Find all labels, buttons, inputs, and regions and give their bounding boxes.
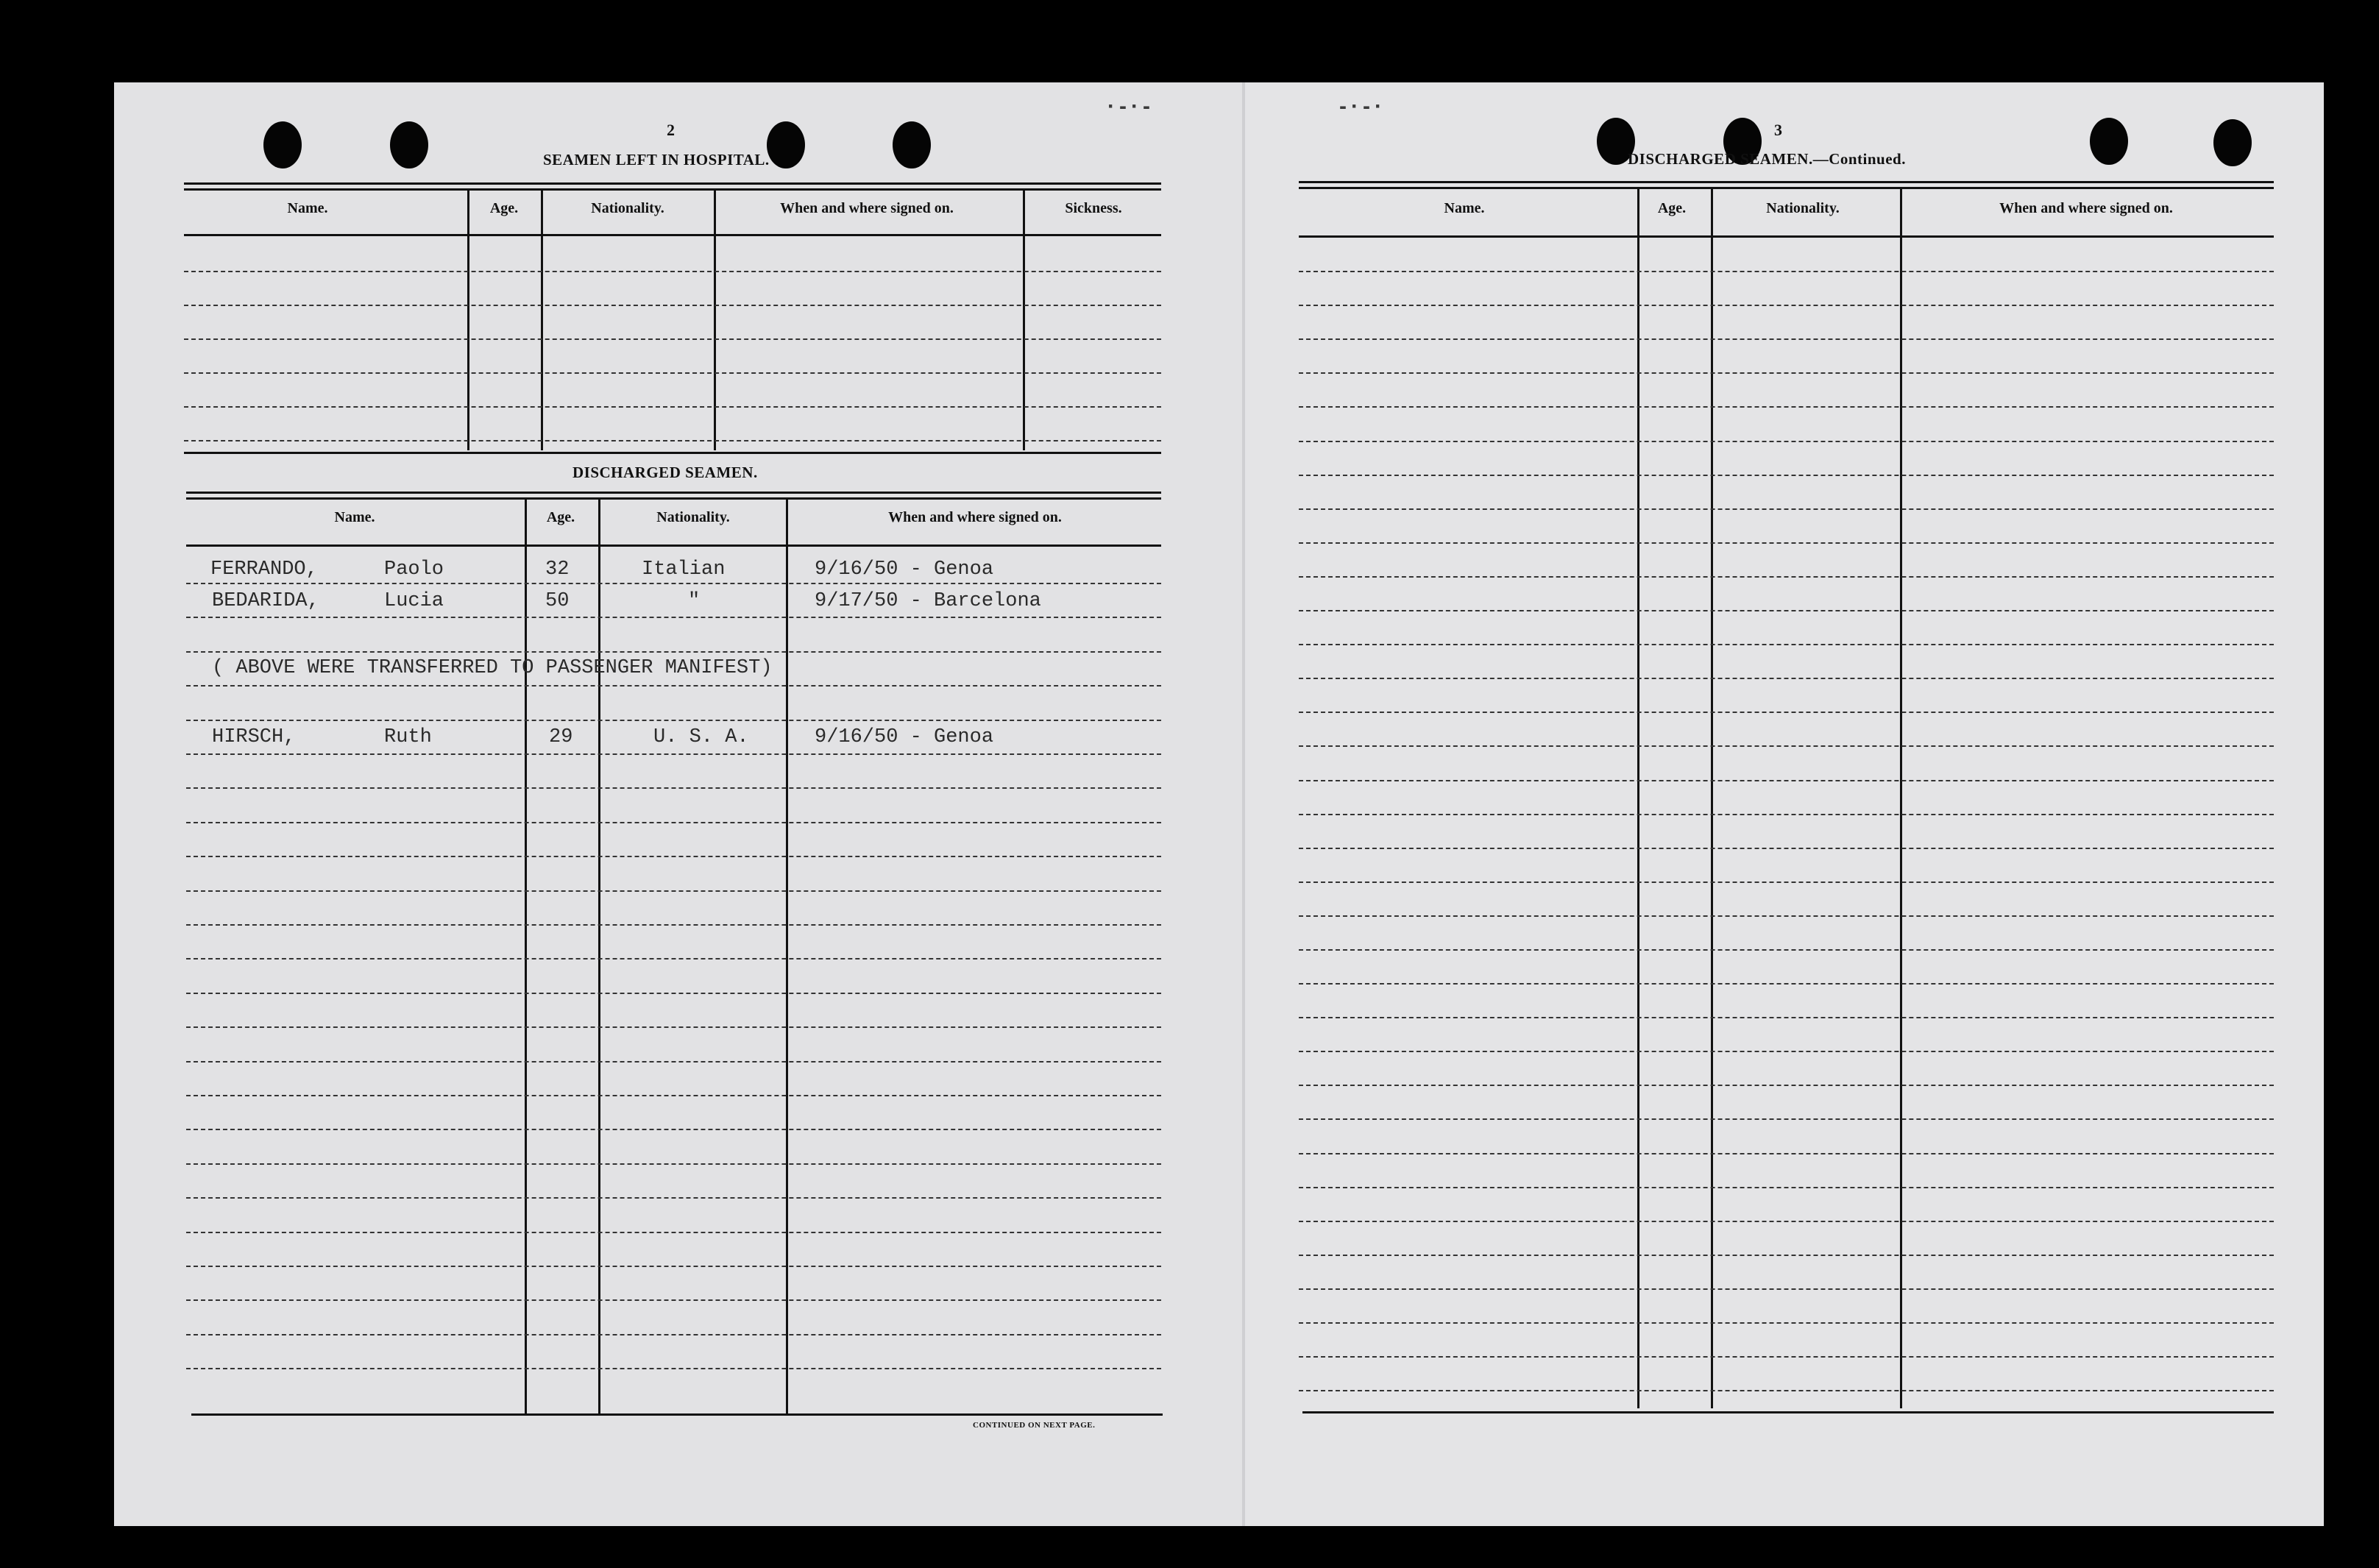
punch-hole [2213,119,2252,166]
entry-given-name: Ruth [384,726,432,748]
ruled-line [186,1163,1161,1165]
entry-nationality: " [688,590,701,612]
ruled-line [1299,1390,2274,1391]
ruled-line [1299,271,2274,272]
column-divider [598,497,600,1413]
ruled-line [186,1095,1161,1096]
ruled-line [1299,1187,2274,1188]
ruled-line [186,890,1161,892]
continued-footer: CONTINUED ON NEXT PAGE. [973,1421,1096,1430]
ruled-line [186,720,1161,721]
rule [184,452,1161,454]
ruled-line [1299,881,2274,883]
column-divider [786,497,788,1413]
col-header-nationality: Nationality. [591,200,664,216]
entry-nationality: U. S. A. [653,726,749,748]
ruled-line [184,406,1161,408]
punch-hole [893,121,931,168]
rule [1302,1411,2274,1413]
ruled-line [1299,848,2274,849]
ruled-line [186,1232,1161,1233]
ruled-line [186,651,1161,653]
ruled-line [1299,1153,2274,1154]
ruled-line [1299,745,2274,747]
section-title-discharged-continued: DISCHARGED SEAMEN.—Continued. [1628,150,1906,168]
entry-signed-on: 9/16/50 - Genoa [815,558,994,581]
ruled-line [1299,1322,2274,1324]
ruled-line [186,958,1161,959]
ruled-line [1299,678,2274,679]
section-title-hospital: SEAMEN LEFT IN HOSPITAL. [543,151,770,168]
top-smudge-mark: ·-·- [1107,94,1155,118]
ruled-line [186,753,1161,755]
col-header-age: Age. [489,200,519,216]
left-page [114,82,1244,1526]
section-title-discharged: DISCHARGED SEAMEN. [572,464,758,481]
ruled-line [184,271,1161,272]
ruled-line [1299,644,2274,645]
col-header-name: Name. [334,509,375,525]
ruled-line [186,856,1161,857]
ruled-line [1299,1085,2274,1086]
punch-hole [390,121,428,168]
ruled-line [186,685,1161,687]
ruled-line [1299,610,2274,611]
column-divider [714,188,716,450]
ruled-line [186,583,1161,584]
punch-hole [263,121,302,168]
ruled-line [186,1197,1161,1199]
rule [1299,181,2274,183]
col-header-sickness: Sickness. [1065,200,1122,216]
ruled-line [1299,406,2274,408]
ruled-line [186,1266,1161,1267]
ruled-line [1299,1221,2274,1222]
ruled-line [186,1334,1161,1335]
entry-age: 50 [545,590,570,612]
page-number: 3 [1774,121,1782,139]
entry-given-name: Paolo [384,558,444,581]
column-divider [1637,187,1639,1408]
column-divider [1711,187,1713,1408]
col-header-signed-on: When and where signed on. [888,509,1062,525]
ruled-line [186,993,1161,994]
ruled-line [1299,305,2274,306]
ruled-line [1299,983,2274,985]
rule [1299,235,2274,238]
col-header-name: Name. [1444,200,1485,216]
col-header-name: Name. [287,200,328,216]
ruled-line [1299,338,2274,340]
rule [1299,187,2274,189]
ruled-line [186,924,1161,926]
ruled-line [186,1026,1161,1028]
column-divider [525,497,527,1413]
ruled-line [184,305,1161,306]
ruled-line [1299,780,2274,781]
ruled-line [184,440,1161,441]
entry-nationality: Italian [642,558,726,581]
ruled-line [1299,372,2274,374]
ruled-line [1299,576,2274,578]
ruled-line [1299,1356,2274,1358]
transfer-note: ( ABOVE WERE TRANSFERRED TO PASSENGER MANIFEST) [212,657,773,679]
entry-age: 32 [545,558,570,581]
rule [186,497,1161,500]
ruled-line [1299,475,2274,476]
ruled-line [1299,542,2274,544]
ruled-line [1299,712,2274,713]
ruled-line [1299,1051,2274,1052]
entry-surname: HIRSCH, [212,726,296,748]
entry-surname: FERRANDO, [210,558,318,581]
ruled-line [186,1368,1161,1369]
top-smudge-mark: -·-· [1339,94,1386,118]
rule [186,544,1161,547]
ruled-line [1299,1118,2274,1120]
right-page [1244,82,2324,1526]
ruled-line [1299,1017,2274,1018]
column-divider [1900,187,1902,1408]
entry-surname: BEDARIDA, [212,590,319,612]
page-fold [1242,82,1245,1526]
column-divider [467,188,469,450]
ruled-line [184,372,1161,374]
rule [184,234,1161,236]
page-number: 2 [667,121,675,139]
entry-signed-on: 9/17/50 - Barcelona [815,590,1041,612]
col-header-nationality: Nationality. [656,509,730,525]
entry-age: 29 [549,726,573,748]
ruled-line [186,1299,1161,1301]
col-header-nationality: Nationality. [1766,200,1840,216]
entry-signed-on: 9/16/50 - Genoa [815,726,994,748]
col-header-age: Age. [1657,200,1687,216]
ruled-line [186,787,1161,789]
punch-hole [767,121,805,168]
column-divider [541,188,543,450]
ruled-line [186,822,1161,823]
rule [186,492,1161,494]
rule [184,188,1161,191]
col-header-signed-on: When and where signed on. [1999,200,2173,216]
ruled-line [186,617,1161,618]
ruled-line [1299,915,2274,917]
ruled-line [1299,1255,2274,1256]
column-divider [1023,188,1025,450]
ruled-line [186,1129,1161,1130]
rule [184,182,1161,185]
ruled-line [184,338,1161,340]
col-header-age: Age. [546,509,575,525]
col-header-signed-on: When and where signed on. [780,200,954,216]
entry-given-name: Lucia [384,590,444,612]
ruled-line [1299,508,2274,510]
ruled-line [186,1061,1161,1063]
ruled-line [1299,441,2274,442]
punch-hole [2090,118,2128,165]
ruled-line [1299,949,2274,951]
ruled-line [1299,1288,2274,1290]
rule [191,1413,1163,1416]
ruled-line [1299,814,2274,815]
